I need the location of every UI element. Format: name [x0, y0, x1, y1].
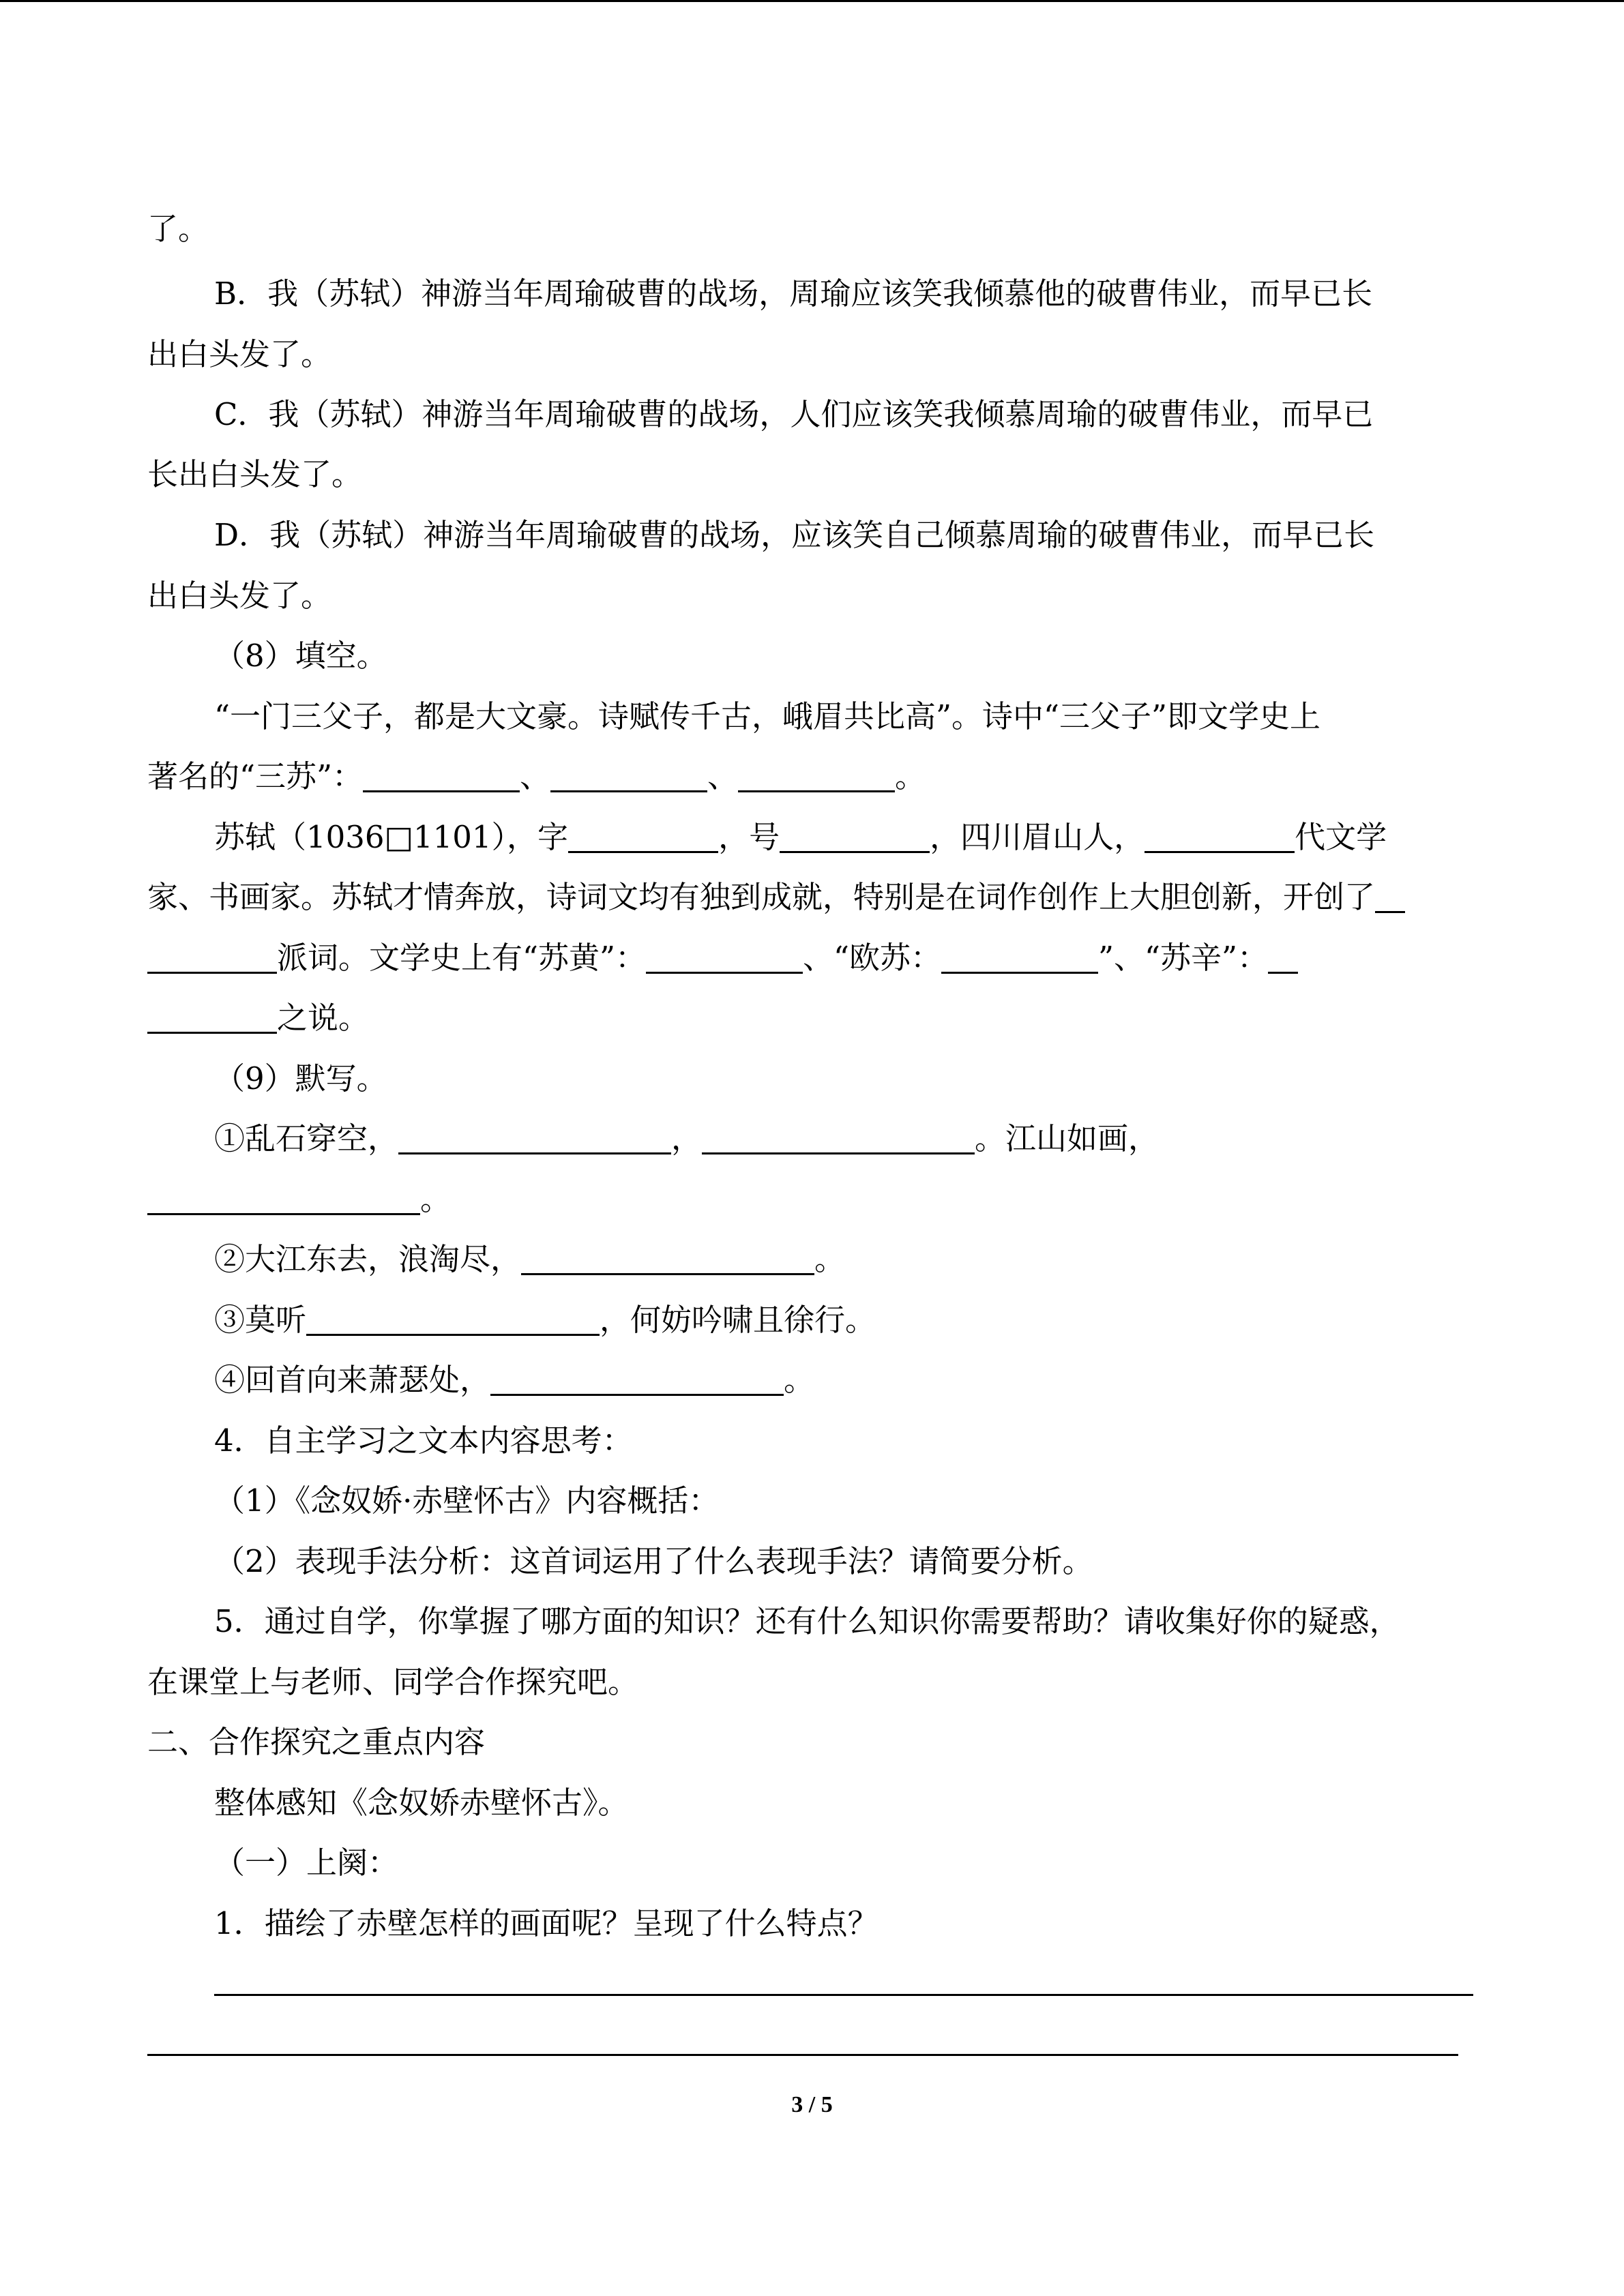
- question-9-heading: （9）默写。: [214, 1060, 387, 1097]
- answer-line[interactable]: [214, 1994, 1473, 1996]
- answer-blank[interactable]: [702, 1120, 975, 1154]
- footer-rule: [147, 2054, 1458, 2056]
- text-line: 整体感知《念奴娇赤壁怀古》。: [214, 1785, 629, 1821]
- text-line: 出白头发了。: [147, 578, 332, 614]
- fill-line-sushi: 苏轼（1036□1101），字 ，号 ，四川眉山人， 代文学: [214, 819, 1387, 855]
- text-line: 家、书画家。苏轼才情奔放，诗词文均有独到成就，特别是在词作创作上大胆创新，开创了: [147, 877, 1477, 918]
- answer-blank[interactable]: [941, 939, 1098, 974]
- question-4-1: （1）《念奴娇·赤壁怀古》内容概括：: [214, 1482, 720, 1519]
- answer-blank[interactable]: [1268, 939, 1298, 974]
- text-line: 。: [147, 1179, 1477, 1220]
- question-4-heading: 4．自主学习之文本内容思考：: [214, 1422, 633, 1459]
- question-8-heading: （8）填空。: [214, 638, 387, 674]
- fill-line-three-su: 著名的“三苏”： 、 、 。: [147, 758, 926, 794]
- answer-blank[interactable]: [398, 1120, 671, 1154]
- answer-blank[interactable]: [1145, 818, 1295, 853]
- answer-blank[interactable]: [646, 939, 803, 974]
- answer-blank[interactable]: [363, 758, 520, 792]
- answer-blank[interactable]: [550, 758, 707, 792]
- top-border: [0, 0, 1624, 2]
- answer-blank[interactable]: [568, 818, 718, 853]
- text-line: 在课堂上与老师、同学合作探究吧。: [147, 1664, 639, 1700]
- recite-line-1: ①乱石穿空， ， 。江山如画，: [214, 1120, 1160, 1157]
- answer-blank[interactable]: [306, 1301, 600, 1336]
- text-line: 出白头发了。: [147, 336, 332, 372]
- recite-line-2: ②大江东去，浪淘尽， 。: [214, 1241, 846, 1277]
- option-c: C．我（苏轼）神游当年周瑜破曹的战场，人们应该笑我倾慕周瑜的破曹伟业，而早已: [214, 396, 1374, 432]
- answer-blank[interactable]: [147, 939, 277, 974]
- recite-line-3: ③莫听 ，何妨吟啸且徐行。: [214, 1302, 876, 1338]
- text-line: 长出白头发了。: [147, 456, 363, 492]
- answer-blank[interactable]: [147, 999, 277, 1034]
- option-d: D．我（苏轼）神游当年周瑜破曹的战场，应该笑自己倾慕周瑜的破曹伟业，而早已长: [214, 517, 1375, 553]
- answer-blank[interactable]: [780, 818, 930, 853]
- subsection-heading: （一）上阕：: [214, 1845, 399, 1881]
- fill-line-literary-pairs: 派词。文学史上有“苏黄”： 、“欧苏： ”、“苏辛”：: [147, 938, 1477, 979]
- page-number: 3 / 5: [791, 2092, 833, 2117]
- recite-line-4: ④回首向来萧瑟处， 。: [214, 1362, 815, 1398]
- answer-blank[interactable]: [521, 1240, 814, 1275]
- text-line: “一门三父子，都是大文豪。诗赋传千古，峨眉共比高”。诗中“三父子”即文学史上: [214, 698, 1321, 734]
- answer-blank[interactable]: [1375, 878, 1405, 913]
- answer-blank[interactable]: [738, 758, 895, 792]
- question-1: 1．描绘了赤壁怎样的画面呢？呈现了什么特点？: [214, 1905, 879, 1941]
- option-b: B．我（苏轼）神游当年周瑜破曹的战场，周瑜应该笑我倾慕他的破曹伟业，而早已长: [214, 275, 1373, 312]
- text-line: 了。: [147, 211, 209, 247]
- question-4-2: （2）表现手法分析：这首词运用了什么表现手法？请简要分析。: [214, 1543, 1093, 1579]
- answer-blank[interactable]: [490, 1361, 784, 1396]
- question-5: 5．通过自学，你掌握了哪方面的知识？还有什么知识你需要帮助？请收集好你的疑惑，: [214, 1603, 1400, 1639]
- section-heading: 二、合作探究之重点内容: [147, 1724, 486, 1760]
- text-line: 之说。: [147, 998, 1477, 1039]
- answer-blank[interactable]: [147, 1180, 420, 1215]
